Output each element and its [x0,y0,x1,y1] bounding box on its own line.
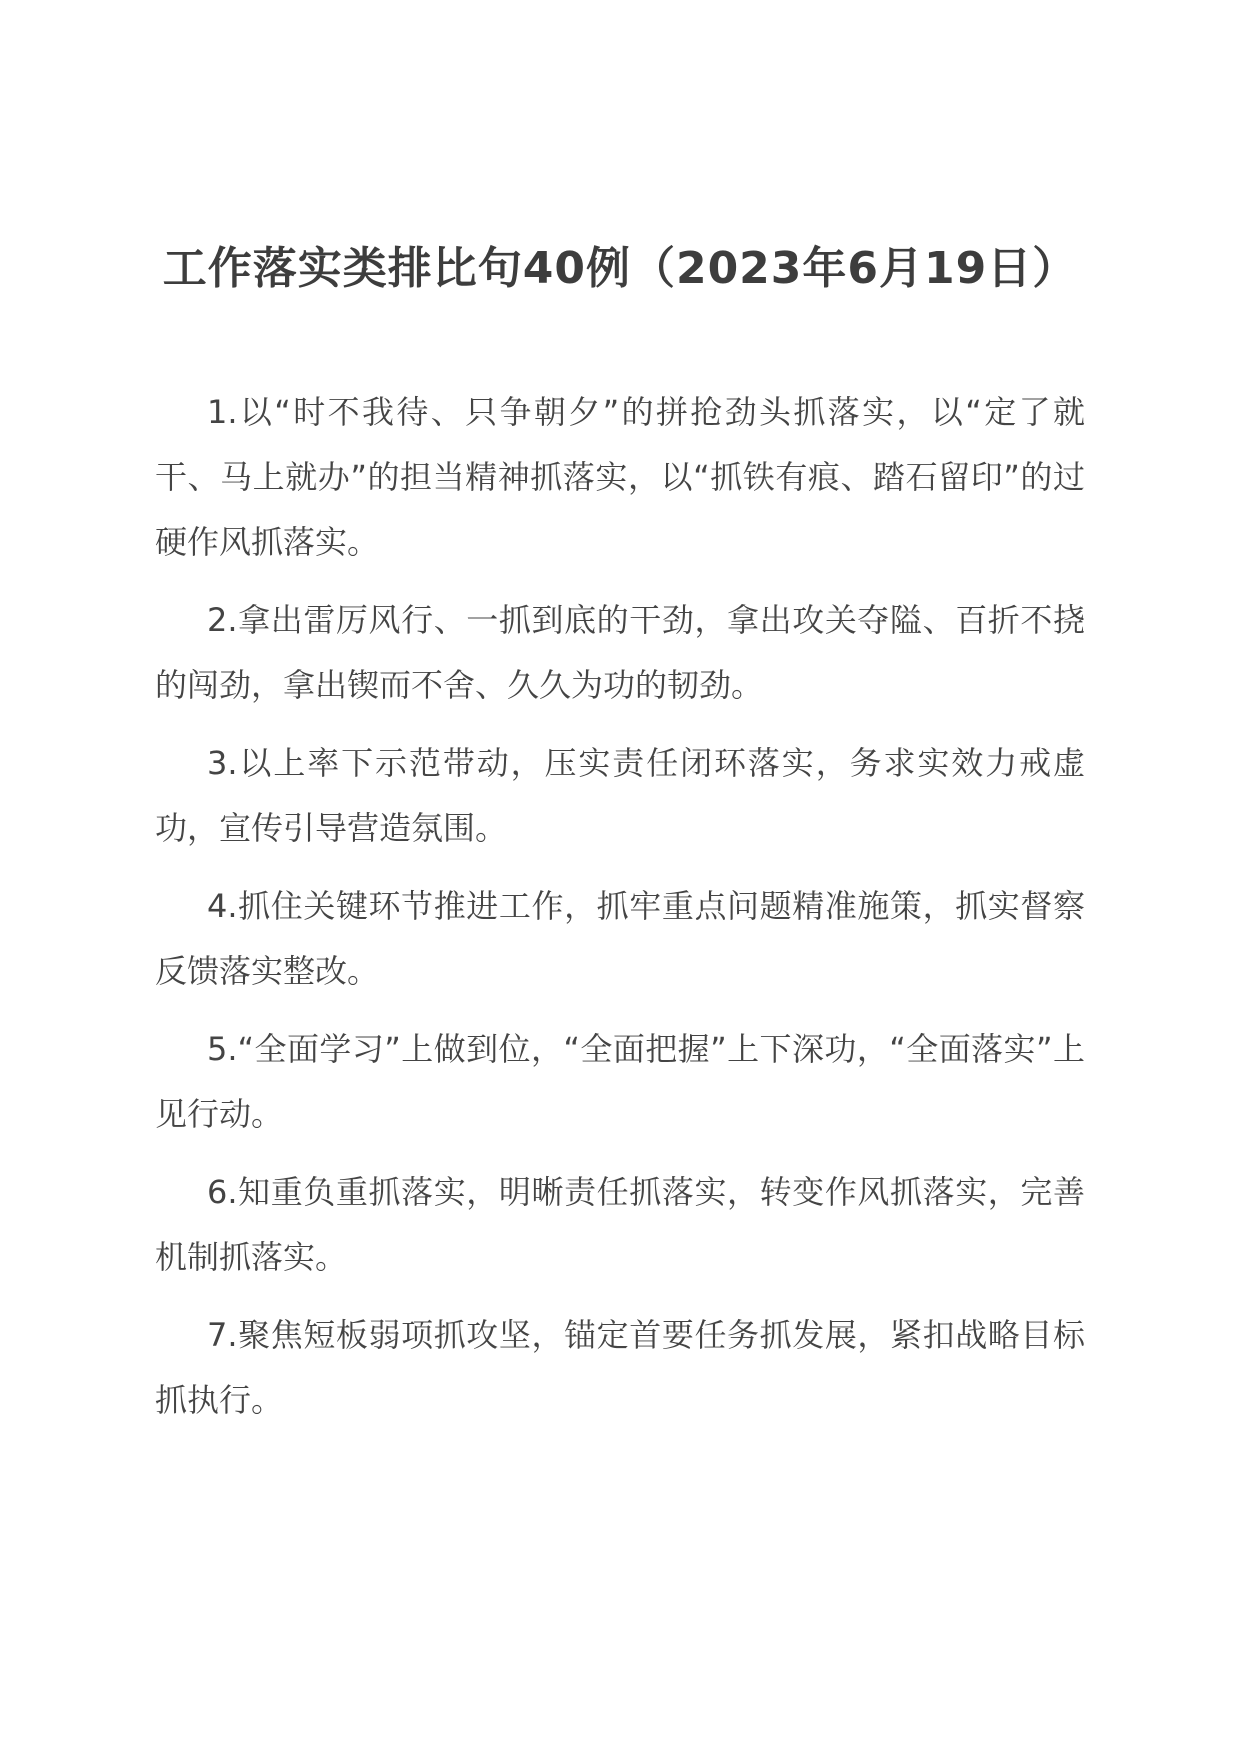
paragraph-3: 3.以上率下示范带动，压实责任闭环落实，务求实效力戒虚功，宣传引导营造氛围。 [155,744,1085,847]
paragraph-1: 1.以“时不我待、只争朝夕”的拼抢劲头抓落实，以“定了就干、马上就办”的担当精神抓落实，以“抓铁有痕、踏石留印”的过硬作风抓落实。 [155,393,1085,561]
document-body [155,380,1085,1446]
paragraph-4: 4.抓住关键环节推进工作，抓牢重点问题精准施策，抓实督察反馈落实整改。 [155,887,1085,990]
paragraph-2: 2.拿出雷厉风行、一抓到底的干劲，拿出攻关夺隘、百折不挠的闯劲，拿出锲而不舍、久久为功的韧劲。 [155,601,1085,704]
paragraph-7: 7.聚焦短板弱项抓攻坚，锚定首要任务抓发展，紧扣战略目标抓执行。 [155,1316,1085,1419]
document-title: 工作落实类排比句40例（2023年6月19日） [162,243,1078,294]
paragraph-5: 5.“全面学习”上做到位，“全面把握”上下深功，“全面落实”上见行动。 [155,1030,1085,1133]
paragraph-6: 6.知重负重抓落实，明晰责任抓落实，转变作风抓落实，完善机制抓落实。 [155,1173,1085,1276]
